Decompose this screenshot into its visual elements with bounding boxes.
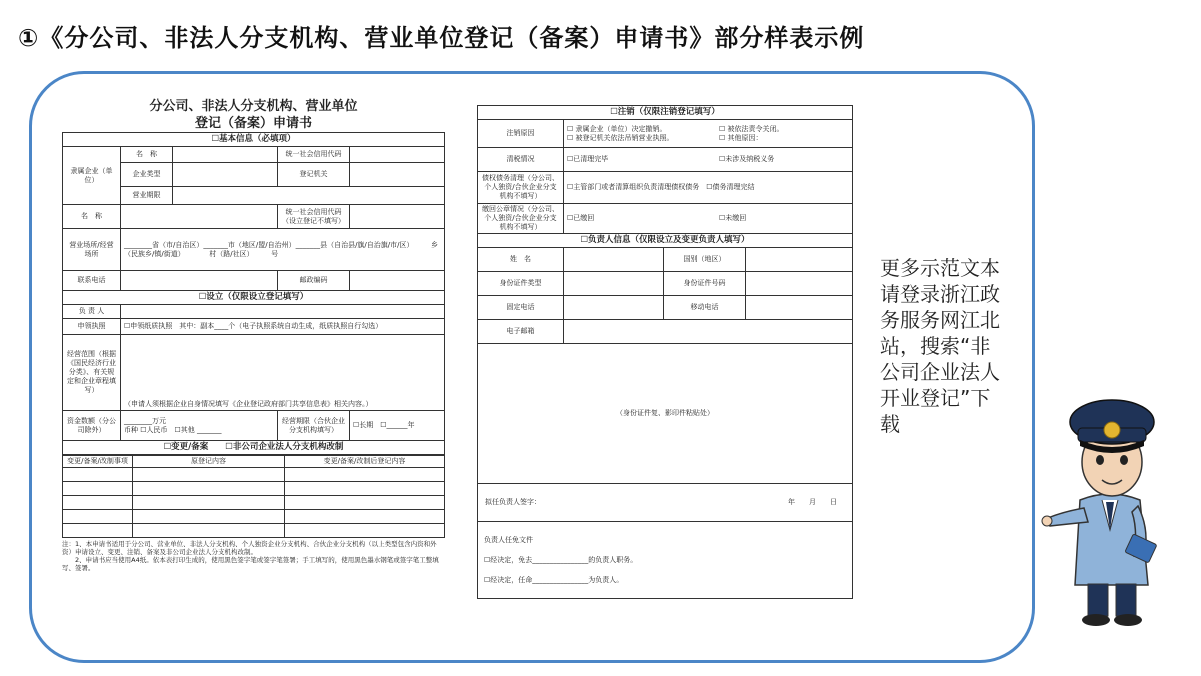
table-cell[interactable] bbox=[133, 468, 285, 482]
table-cell[interactable] bbox=[133, 510, 285, 524]
liquidation-options[interactable] bbox=[564, 148, 853, 172]
capital-label: 资金数额（分公司除外） bbox=[63, 411, 121, 441]
change-col-new: 变更/备案/改制后登记内容 bbox=[285, 456, 445, 468]
change-col-item: 变更/备案/改制事项 bbox=[63, 456, 133, 468]
appoint-line-1[interactable]: ☐经决定，免去________________的负责人职务。 bbox=[484, 556, 638, 564]
country-field[interactable] bbox=[746, 248, 853, 272]
table-row[interactable] bbox=[63, 524, 133, 538]
table-cell[interactable] bbox=[285, 482, 445, 496]
person-field[interactable] bbox=[121, 305, 445, 319]
name2-label: 名 称 bbox=[63, 205, 121, 229]
officer-illustration bbox=[1040, 380, 1175, 630]
form-notes bbox=[62, 540, 445, 572]
affiliated-label: 隶属企业（单 位） bbox=[63, 147, 121, 205]
cancel-heading: ☐注销（仅限注销登记填写） bbox=[478, 106, 853, 120]
reg-office-field[interactable] bbox=[350, 163, 445, 187]
cancel-reason-label: 注销原因 bbox=[478, 120, 564, 148]
left-form bbox=[62, 98, 445, 572]
country-label: 国别（地区） bbox=[664, 248, 746, 272]
phone-field[interactable] bbox=[121, 271, 278, 291]
liquidation-opt-2[interactable]: ☐未涉及纳税义务 bbox=[719, 155, 775, 163]
table-row[interactable] bbox=[63, 482, 133, 496]
credit-code2-field[interactable] bbox=[350, 205, 445, 229]
table-cell[interactable] bbox=[285, 524, 445, 538]
tel-label: 固定电话 bbox=[478, 296, 564, 320]
pname-field[interactable] bbox=[564, 248, 664, 272]
appointment-block[interactable] bbox=[478, 522, 853, 599]
appoint-line-2[interactable]: ☐经决定，任命________________为负责人。 bbox=[484, 576, 624, 584]
note-1: 注：1、本申请书适用于分公司、营业单位、非法人分支机构、个人独资企业分支机构、合伙企业分支机构（以上类型包含内资和外资）申请设立、变更、注销、备案及非公司企业法人分支机构改制。 bbox=[62, 540, 437, 556]
place-label: 营业场所/经营场所 bbox=[63, 229, 121, 271]
left-form-table bbox=[62, 132, 445, 455]
person-label: 负 责 人 bbox=[63, 305, 121, 319]
seal-opt-1[interactable]: ☐已缴回 bbox=[567, 214, 595, 222]
person-heading: ☐负责人信息（仅限设立及变更负责人填写） bbox=[478, 234, 853, 248]
term-label: 营业期限 bbox=[121, 187, 173, 205]
change-table bbox=[62, 455, 445, 538]
credit-code-field[interactable] bbox=[350, 147, 445, 163]
credit-code-label: 统一社会信用代码 bbox=[278, 147, 350, 163]
reason-opt-2[interactable]: ☐ 被依法责令关闭。 bbox=[719, 124, 784, 133]
name2-field[interactable] bbox=[121, 205, 278, 229]
download-hint-text: 更多示范文本请登录浙江政务服务网江北站，搜索“非公司企业法人开业登记”下载 bbox=[880, 256, 1000, 436]
name-label: 名 称 bbox=[121, 147, 173, 163]
cancel-reason-options[interactable] bbox=[564, 120, 853, 148]
liquidation-label: 清税情况 bbox=[478, 148, 564, 172]
table-cell[interactable] bbox=[133, 496, 285, 510]
term-field[interactable] bbox=[173, 187, 445, 205]
appoint-title: 负责人任免文件 bbox=[484, 536, 533, 544]
type-label: 企业类型 bbox=[121, 163, 173, 187]
postcode-label: 邮政编码 bbox=[278, 271, 350, 291]
id-no-field[interactable] bbox=[746, 272, 853, 296]
reason-opt-1[interactable]: ☐ 隶属企业（单位）决定撤销。 bbox=[567, 124, 667, 133]
capital-field[interactable] bbox=[121, 411, 278, 441]
table-row[interactable] bbox=[63, 468, 133, 482]
signature-row[interactable] bbox=[478, 484, 853, 522]
form-title-line1: 分公司、非法人分支机构、营业单位 bbox=[149, 99, 358, 114]
table-cell[interactable] bbox=[133, 524, 285, 538]
page-title: ①《分公司、非法人分支机构、营业单位登记（备案）申请书》部分样表示例 bbox=[18, 24, 865, 52]
mobile-label: 移动电话 bbox=[664, 296, 746, 320]
id-paste-area[interactable]: （身份证件复、影印件粘贴处） bbox=[478, 344, 853, 484]
seal-opt-2[interactable]: ☐未缴回 bbox=[719, 214, 747, 222]
phone-label: 联系电话 bbox=[63, 271, 121, 291]
license-label: 申领执照 bbox=[63, 319, 121, 335]
reason-opt-3[interactable]: ☐ 被登记机关依法吊销营业执照。 bbox=[567, 133, 674, 142]
currency-options[interactable]: 币种 ☐人民币 ☐其他 _______ bbox=[124, 425, 222, 434]
email-label: 电子邮箱 bbox=[478, 320, 564, 344]
sign-date: 年 月 日 bbox=[788, 498, 837, 506]
email-field[interactable] bbox=[564, 320, 853, 344]
id-type-label: 身份证件类型 bbox=[478, 272, 564, 296]
place-field[interactable]: ________省（市/自治区）_______市（地区/盟/自治州）_______县（自治县/旗/自治旗/市/区） 乡（民族乡/镇/街道） 村（路/社区） 号 bbox=[121, 229, 445, 271]
debts-opt-2[interactable]: ☐债务清理完结 bbox=[706, 183, 755, 191]
setup-heading: ☐设立（仅限设立登记填写） bbox=[63, 291, 445, 305]
mobile-field[interactable] bbox=[746, 296, 853, 320]
table-cell[interactable] bbox=[285, 510, 445, 524]
type-field[interactable] bbox=[173, 163, 278, 187]
basic-info-heading: ☐基本信息（必填项） bbox=[63, 133, 445, 147]
table-cell[interactable] bbox=[285, 496, 445, 510]
debts-options[interactable] bbox=[564, 172, 853, 204]
tel-field[interactable] bbox=[564, 296, 664, 320]
period-field[interactable]: ☐长期 ☐______年 bbox=[350, 411, 445, 441]
right-form bbox=[477, 105, 853, 599]
sign-label: 拟任负责人签字： bbox=[485, 498, 541, 506]
reason-opt-4[interactable]: ☐ 其他原因： bbox=[719, 133, 763, 142]
note-2: 2、申请书应当使用A4纸。依本表打印生成的，使用黑色签字笔或签字笔签署；手工填写的，使用黑色墨水钢笔或签字笔工整填写、签署。 bbox=[62, 556, 439, 572]
table-cell[interactable] bbox=[285, 468, 445, 482]
name-field[interactable] bbox=[173, 147, 278, 163]
change-heading: ☐变更/备案 ☐非公司企业法人分支机构改制 bbox=[63, 441, 445, 455]
scope-label: 经营范围（根据《国民经济行业分类》、有关规定和企业章程填写） bbox=[63, 335, 121, 411]
right-form-table bbox=[477, 105, 853, 599]
scope-field[interactable] bbox=[121, 335, 445, 411]
id-type-field[interactable] bbox=[564, 272, 664, 296]
liquidation-opt-1[interactable]: ☐已清理完毕 bbox=[567, 155, 609, 163]
capital-amount: ________万元 bbox=[124, 416, 166, 425]
period-label: 经营期限（合伙企业分支机构填写） bbox=[278, 411, 350, 441]
form-title-line2: 登记（备案）申请书 bbox=[194, 116, 312, 131]
license-field[interactable]: ☐申领纸质执照 其中：副本____个（电子执照系统自动生成，纸质执照自行勾选） bbox=[121, 319, 445, 335]
reg-office-label: 登记机关 bbox=[278, 163, 350, 187]
table-row[interactable] bbox=[63, 510, 133, 524]
credit-code2-label: 统一社会信用代码（设立登记不填写） bbox=[278, 205, 350, 229]
change-col-original: 原登记内容 bbox=[133, 456, 285, 468]
seal-label: 缴回公章情况（分公司、个人独资/合伙企业分支机构不填写） bbox=[478, 204, 564, 234]
seal-options[interactable] bbox=[564, 204, 853, 234]
pname-label: 姓 名 bbox=[478, 248, 564, 272]
table-row[interactable] bbox=[63, 496, 133, 510]
scope-note: （申请人须根据企业自身情况填写《企业登记政府部门共享信息表》相关内容。） bbox=[124, 400, 373, 408]
debts-label: 债权债务清理（分公司、个人独资/合伙企业分支机构不填写） bbox=[478, 172, 564, 204]
table-cell[interactable] bbox=[133, 482, 285, 496]
postcode-field[interactable] bbox=[350, 271, 445, 291]
id-no-label: 身份证件号码 bbox=[664, 272, 746, 296]
debts-opt-1[interactable]: ☐主管部门或者清算组织负责清理债权债务 bbox=[567, 183, 700, 191]
